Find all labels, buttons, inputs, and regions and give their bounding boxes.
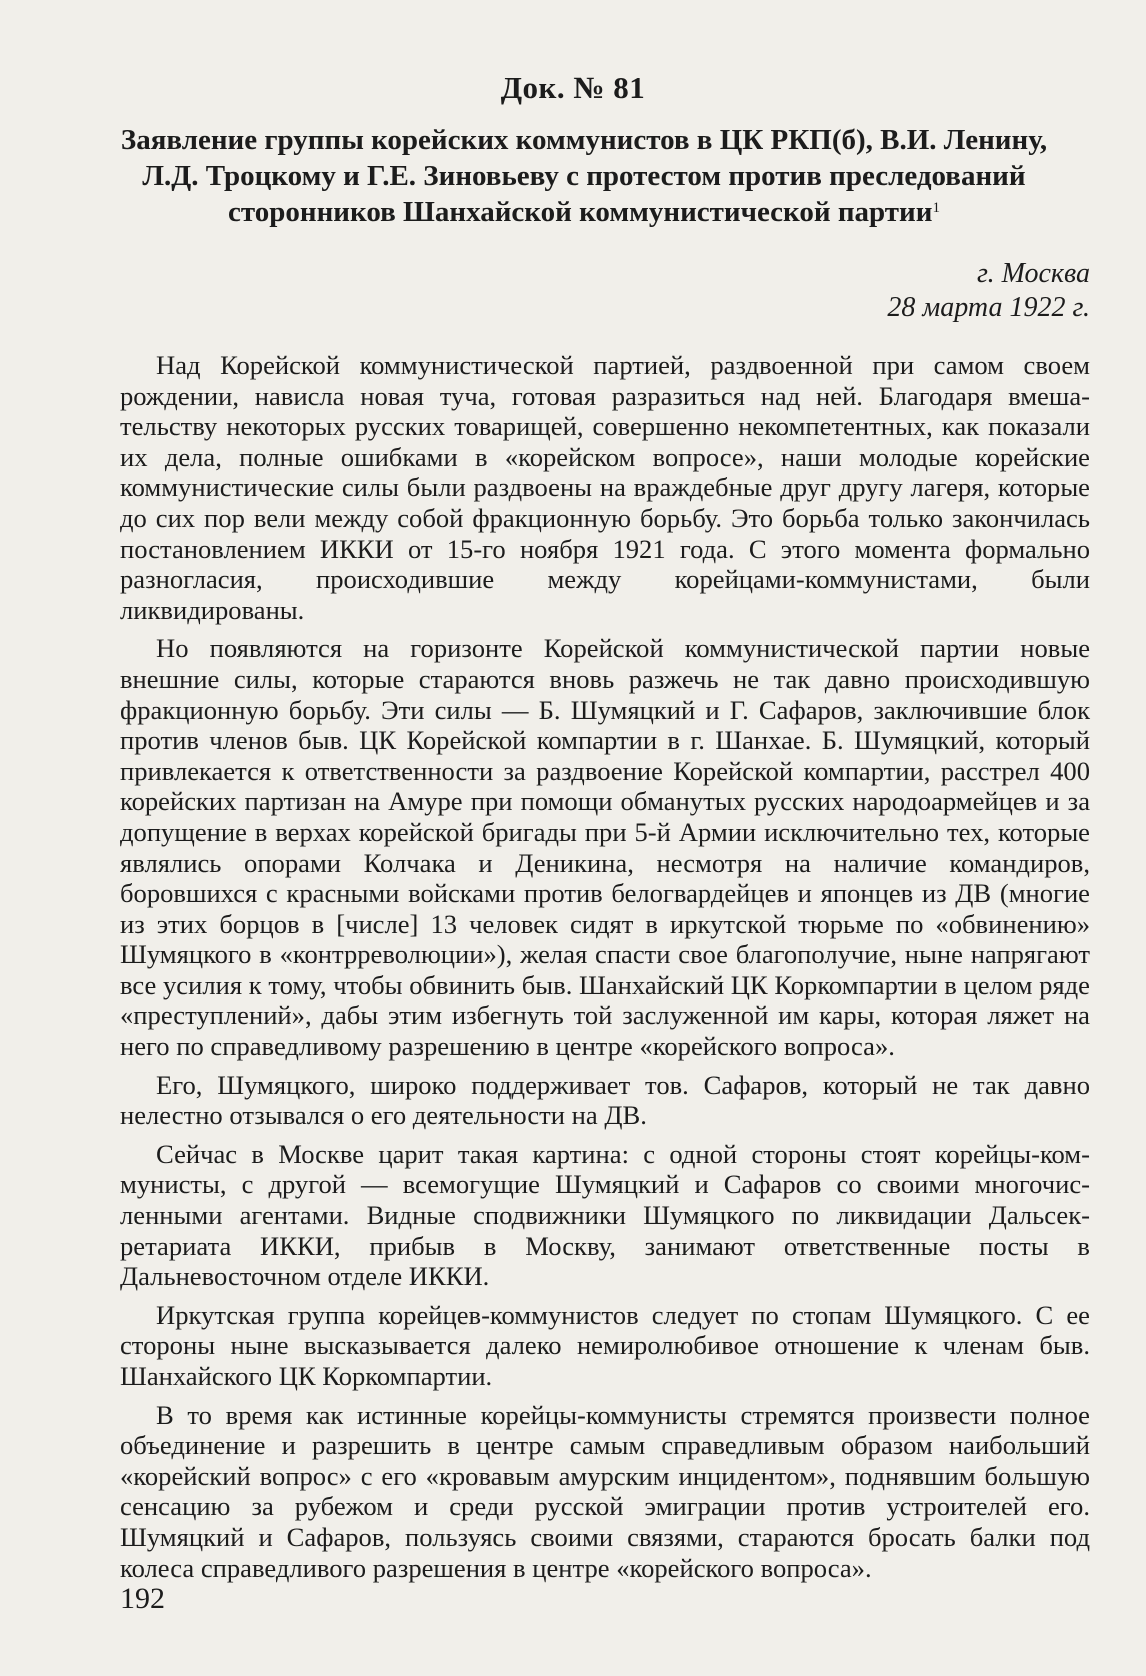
document-number: Док. № 81 <box>500 70 646 105</box>
paragraph: Над Корейской коммунистической партией, раздвоенной при самом своем рождении, нависла новая туча, готовая разразиться над ней. Благодаря вмешательству некоторых русских товарищей, совершенно некомпетентных, как показали их дела, полные ошибками в «корейском вопросе», наши молодые корейские коммунистические силы были раздвоены на враждебные друг другу лагеря, которые до сих пор вели между собой фракционную борьбу. Это борьба только закончилась постановлением ИККИ от 15-го ноября 1921 года. С этого момента формально разногласия, происходившие между корейцами-коммунистами, были ликвидированы. <box>120 350 1090 625</box>
document-date: 28 марта 1922 г. <box>887 292 1090 323</box>
document-title-text: Заявление группы корейских коммунистов в ЦК РКП(б), В.И. Ленину, Л.Д. Троцкому и Г.Е. Зиновьеву с протестом против преследований сторонников Шанхайской коммунистической партии <box>120 124 1048 228</box>
paragraph: Но появляются на горизонте Корейской коммунистической партии новые внешние силы, которые стараются вновь разжечь не так давно происходившую фракционную борьбу. Эти силы — Б. Шумяцкий и Г. Сафаров, заключившие блок против членов быв. ЦК Корейской компартии в г. Шанхае. Б. Шумяцкий, который привлекается к ответственности за раздвоение Корейской компартии, расстрел 400 корейских партизан на Амуре при помощи обманутых русских народоармейцев и за допущение в верхах корейской бригады при 5-й Армии исключительно тех, которые являлись опорами Колчака и Деникина, несмотря на наличие командиров, боровшихся с красными войсками против белогвардейцев и японцев из ДВ (многие из этих борцов в [числе] 13 человек сидят в иркутской тюрьме по «обвинению» Шумяцкого в «контрреволюции»), желая спасти свое благополучие, ныне напрягают все усилия к тому, чтобы обвинить быв. Шанхайский ЦК Коркомпартии в целом ряде «преступлений», дабы этим избегнуть той заслуженной им кары, которая ляжет на него по справедливому разрешению в центре «корейского вопроса». <box>120 633 1090 1062</box>
paragraph: Сейчас в Москве царит такая картина: с одной стороны стоят корейцы-коммунисты, с другой — всемогущие Шумяцкий и Сафаров со своими многочисленными агентами. Видные сподвижники Шумяцкого по ликвидации Дальсекретариата ИККИ, прибыв в Москву, занимают ответственные посты в Дальневосточном отделе ИККИ. <box>120 1138 1090 1292</box>
paragraph: В то время как истинные корейцы-коммунисты стремятся произвести полное объединение и разрешить в центре самым справедливым образом наибольший «корейский вопрос» с его «кровавым амурским инцидентом», поднявшим большую сенсацию за рубежом и среди русской эмиграции против устроителей его. Шумяцкий и Сафаров, пользуясь своими связями, стараются бросать балки под колеса справедливого разрешения в центре «корейского вопроса». <box>120 1399 1090 1583</box>
paragraph: Его, Шумяцкого, широко поддерживает тов. Сафаров, который не так давно нелестно отзывался о его деятельности на ДВ. <box>120 1069 1090 1131</box>
page-number: 192 <box>120 1582 165 1615</box>
document-place: г. Москва <box>977 258 1090 289</box>
paragraph: Иркутская группа корейцев-коммунистов следует по стопам Шумяцкого. С ее стороны ныне высказывается далеко немиролюбивое отношение к членам быв. Шанхайского ЦК Коркомпартии. <box>120 1299 1090 1391</box>
title-footnote-marker: 1 <box>932 200 940 216</box>
document-body <box>120 350 1090 1591</box>
document-title <box>118 122 1050 230</box>
